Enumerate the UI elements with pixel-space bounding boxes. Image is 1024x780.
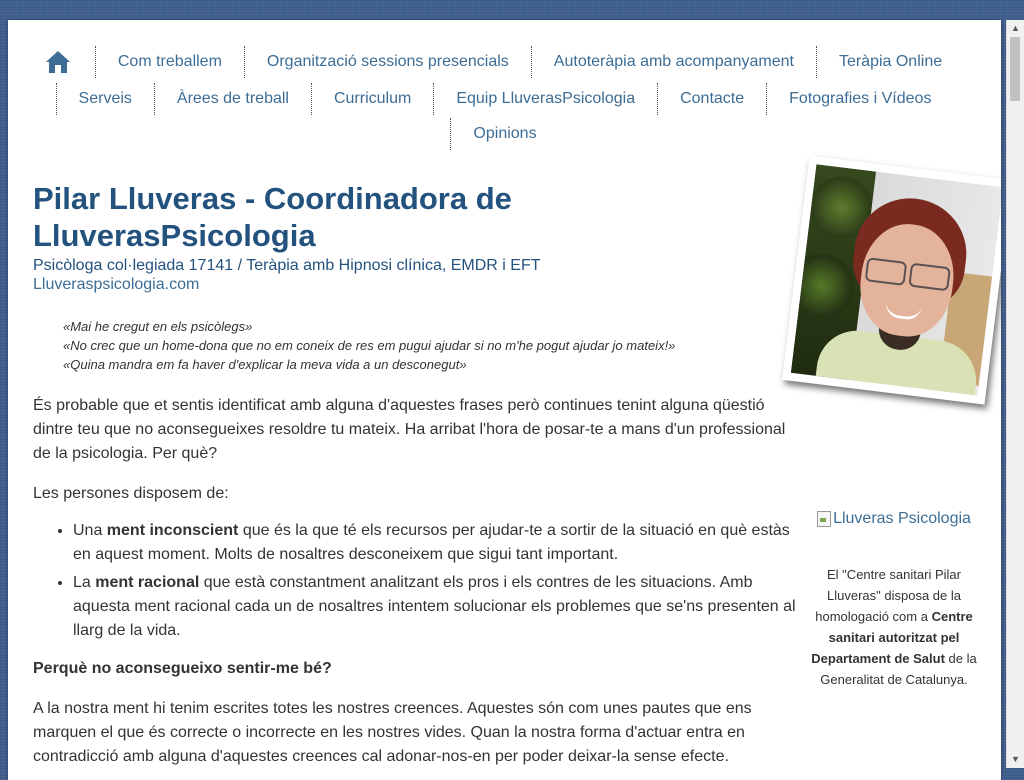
nav-opinions[interactable]: Opinions: [450, 118, 558, 150]
nav-equip[interactable]: Equip LluverasPsicologia: [433, 83, 657, 115]
scroll-down-icon[interactable]: ▼: [1011, 754, 1020, 764]
home-icon[interactable]: [45, 50, 95, 74]
nav-autoterapia[interactable]: Autoteràpia amb acompanyament: [531, 46, 816, 78]
main-nav-row-2: [8, 83, 1001, 115]
list-item: • Una ment inconscient que és la que té els recursos per ajudar-te a sortir de la situació en què estàs en aquest moment. Molts de nosaltres desconeixem que sigui tant important.: [73, 519, 798, 567]
vertical-scrollbar[interactable]: [1006, 20, 1024, 768]
page-subtitle: Psicòloga col·legiada 17141 / Teràpia amb Hipnosi clínica, EMDR i EFT: [33, 257, 541, 274]
main-content: [33, 180, 798, 769]
profile-photo: [791, 164, 1001, 395]
main-nav-row-1: [8, 46, 1001, 78]
nav-fotografies-videos[interactable]: Fotografies i Vídeos: [766, 83, 953, 115]
nav-curriculum[interactable]: Curriculum: [311, 83, 433, 115]
nav-com-treballem[interactable]: Com treballem: [95, 46, 244, 78]
section-question: Perquè no aconsegueixo sentir-me bé?: [33, 660, 332, 677]
sidebar: [804, 510, 984, 690]
quote-1: «Mai he cregut en els psicòlegs»: [63, 319, 253, 334]
beliefs-paragraph: A la nostra ment hi tenim escrites totes les nostres creences. Aquestes són com unes pautes que ens marquen el que és correcte o incorrecte en les nostres vides. Quan la nostra forma d'actuar entra en contradicció amb alguna d'aquestes creences cal adonar-nos-en per poder deixar-la sense efecte.: [33, 700, 752, 765]
nav-organitzacio-sessions[interactable]: Organització sessions presencials: [244, 46, 531, 78]
nav-contacte[interactable]: Contacte: [657, 83, 766, 115]
quote-3: «Quina mandra em fa haver d'explicar la meva vida a un desconegut»: [63, 357, 467, 372]
nav-terapia-online[interactable]: Teràpia Online: [816, 46, 964, 78]
logo-alt-text: Lluveras Psicologia: [833, 510, 971, 527]
site-link[interactable]: Lluveraspsicologia.com: [33, 276, 200, 293]
nav-serveis[interactable]: Serveis: [56, 83, 154, 115]
intro-paragraph: És probable que et sentis identificat amb alguna d'aquestes frases però continues tenint alguna qüestió dintre teu que no aconsegueixes resoldre tu mateix. Ha arribat l'hora de posar-te a mans d'un professional de la psicologia. Per què?: [33, 397, 786, 462]
profile-photo-frame: [782, 155, 1001, 404]
list-item: • La ment racional que està constantment analitzant els pros i els contres de les situacions. Amb aquesta ment racional cada un de nosaltres intentem solucionar els problemes que se'ns presenten al llarg de la vida.: [73, 571, 798, 643]
scroll-up-icon[interactable]: ▲: [1011, 23, 1020, 33]
quotes-block: [63, 317, 798, 374]
page-container: [8, 20, 1001, 780]
list-intro: Les persones disposem de:: [33, 485, 229, 502]
mind-list: [33, 519, 798, 643]
accreditation-text: El "Centre sanitari Pilar Lluveras" disposa de la homologació com a Centre sanitari autoritzat pel Departament de Salut de la Generalitat de Catalunya.: [811, 567, 977, 687]
logo-link[interactable]: [804, 510, 984, 528]
main-nav-row-3: [8, 118, 1001, 150]
scrollbar-thumb[interactable]: [1010, 37, 1020, 101]
nav-arees-treball[interactable]: Àrees de treball: [154, 83, 311, 115]
page-title: Pilar Lluveras - Coordinadora de LluverasPsicologia: [33, 181, 512, 253]
broken-image-icon: [817, 511, 831, 527]
quote-2: «No crec que un home-dona que no em coneix de res em pugui ajudar si no m'he pogut ajudar jo mateix!»: [63, 338, 676, 353]
